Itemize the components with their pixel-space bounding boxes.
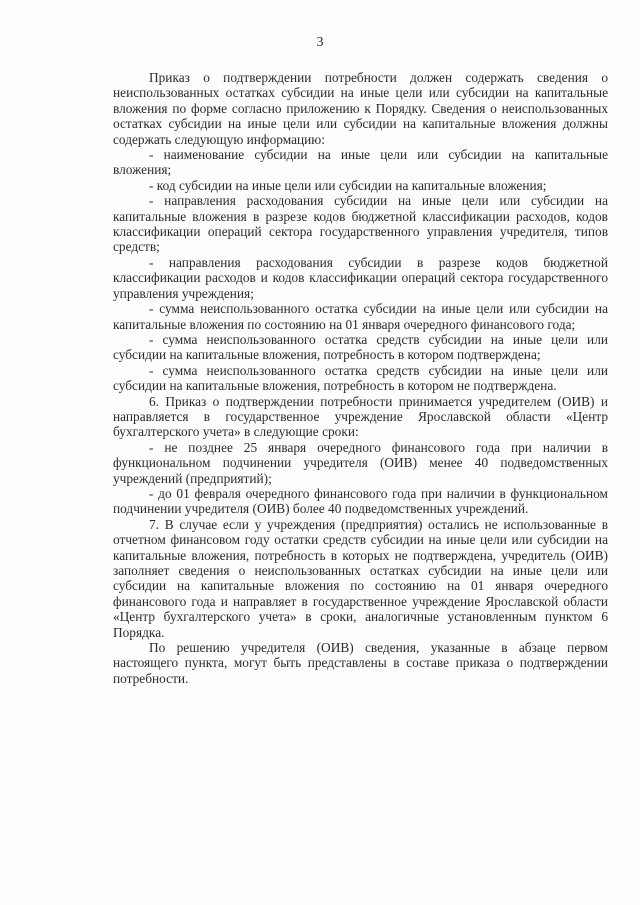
list-item-institution-directions: - направления расходования субсидии в разрезе кодов бюджетной классификации расходов и кодов классификации операций сектора государственного управления учреждения; — [113, 254, 608, 301]
list-item-subsidy-code: - код субсидии на иные цели или субсидии на капитальные вложения; — [149, 177, 547, 193]
list-item-unused-balance: - сумма неиспользованного остатка субсидии на иные цели или субсидии на капитальные вложения по состоянию на 01 января очередного финансового года; — [113, 301, 608, 332]
list-item-founder-directions: - направления расходования субсидии на иные цели или субсидии на капитальные вложения в разрезе кодов бюджетной классификации расходов, кодов классификации операций сектора государственного управления учредителя, типов средств; — [113, 193, 608, 255]
list-item-subsidy-name: - наименование субсидии на иные цели или субсидии на капитальные вложения; — [113, 147, 608, 178]
page-number: 3 — [316, 35, 324, 50]
list-item-deadline-january: - не позднее 25 января очередного финансового года при наличии в функциональном подчинении учредителя (ОИВ) менее 40 подведомственных учреждений (предприятий); — [113, 439, 608, 486]
list-item-unconfirmed-balance: - сумма неиспользованного остатка средств субсидии на иные цели или субсидии на капитальные вложения, потребность в котором не подтверждена. — [113, 362, 608, 394]
list-item-confirmed-balance: - сумма неиспользованного остатка средств субсидии на иные цели или субсидии на капитальные вложения, потребность в котором подтверждена; — [113, 331, 608, 363]
document-body — [113, 70, 608, 686]
paragraph-item-6: 6. Приказ о подтверждении потребности принимается учредителем (ОИВ) и направляется в государственное учреждение Ярославской области «Центр бухгалтерского учета» в следующие сроки: — [113, 393, 608, 440]
paragraph-founder-decision: По решению учредителя (ОИВ) сведения, указанные в абзаце первом настоящего пункта, могут быть представлены в составе приказа о подтверждении потребности. — [113, 640, 608, 686]
paragraph-item-7: 7. В случае если у учреждения (предприятия) остались не использованные в отчетном финансовом году остатки средств субсидии на иные цели или субсидии на капитальные вложения, потребность в которых не подтверждена, учредитель (ОИВ) заполняет сведения о неиспользованных остатках субсидии на иные цели или субсидии на капитальные вложения по состоянию на 01 января очередного финансового года и направляет в государственное учреждение Ярославской области «Центр бухгалтерского учета» в сроки, аналогичные установленным пунктом 6 Порядка. — [113, 516, 608, 640]
paragraph-intro: Приказ о подтверждении потребности должен содержать сведения о неиспользованных остатках субсидии на иные цели или субсидии на капитальные вложения по форме согласно приложению к Порядку. Сведения о неиспользованных остатках субсидии на иные цели или субсидии на капитальные вложения должны содержать следующую информацию: — [113, 70, 608, 147]
list-item-deadline-february: - до 01 февраля очередного финансового года при наличии в функциональном подчинении учредителя (ОИВ) более 40 подведомственных учреждений. — [113, 485, 608, 517]
